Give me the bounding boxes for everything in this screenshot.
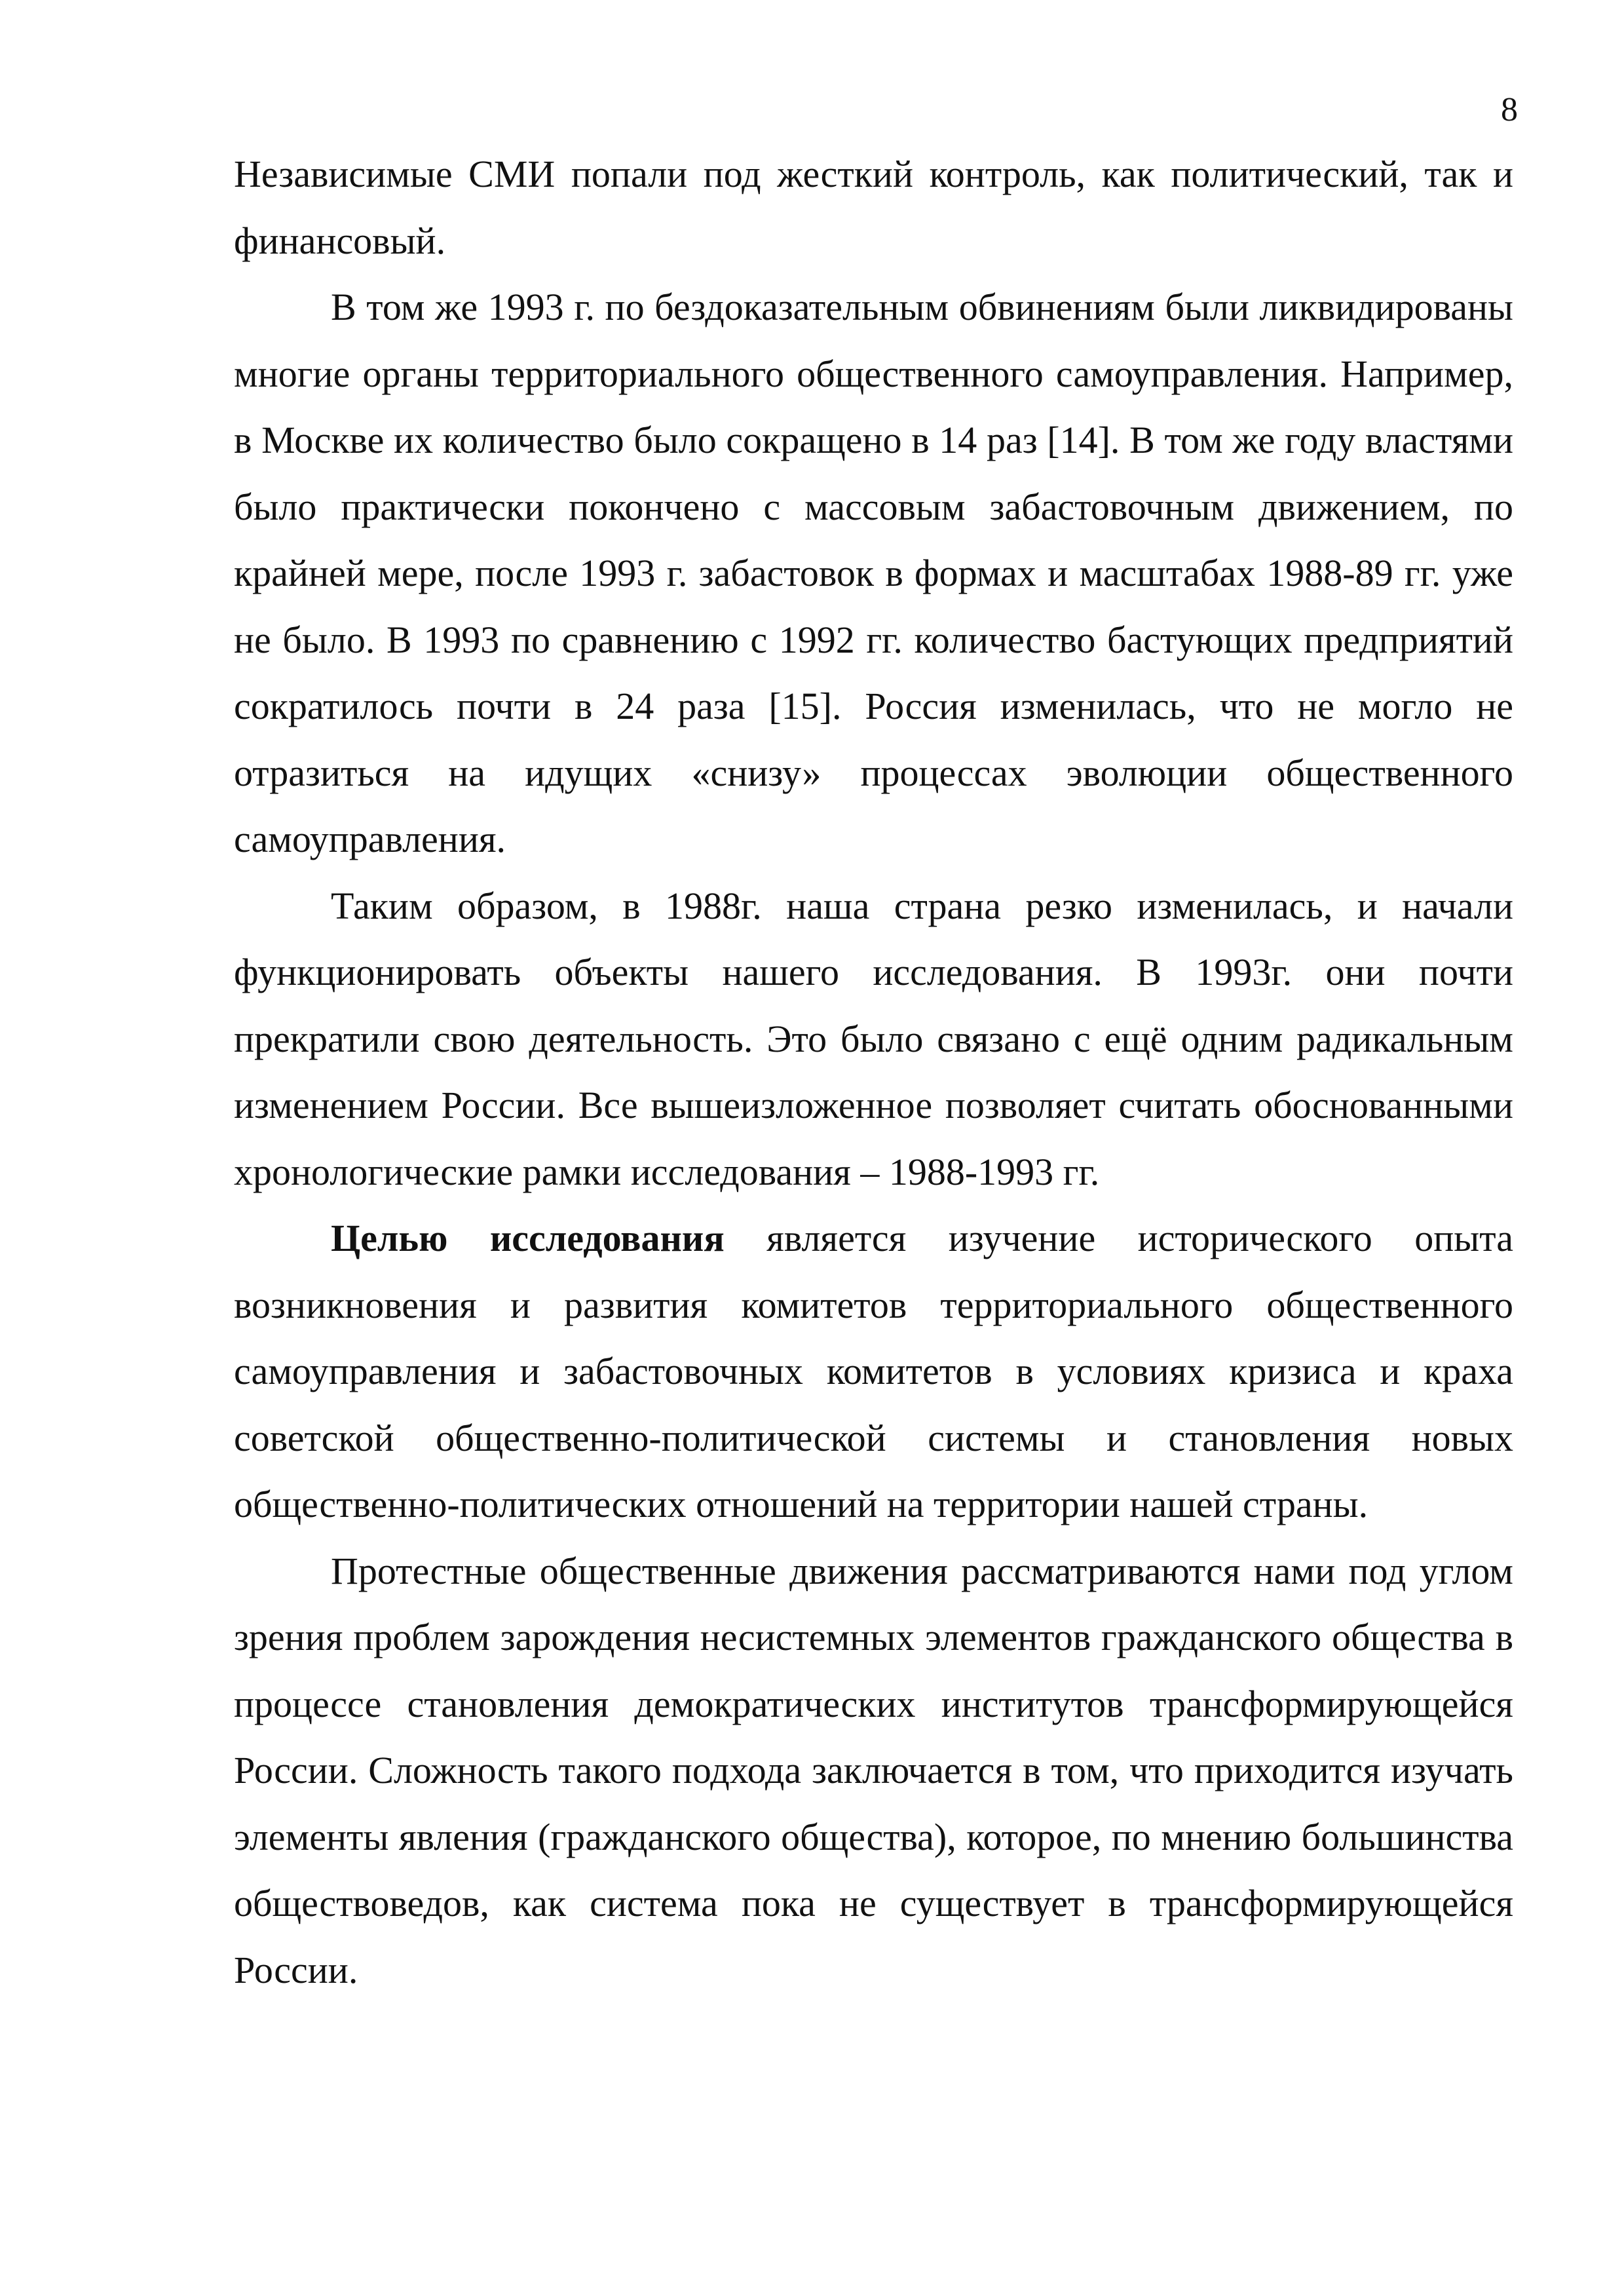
paragraph-3: Таким образом, в 1988г. наша страна резко изменилась, и начали функционировать объекты нашего исследования. В 1993г. они почти прекратили свою деятельность. Это было связано с ещё одним радикальным изменением России. Все вышеизложенное позволяет считать обоснованными хронологические рамки исследования – 1988-1993 гг. — [234, 884, 1513, 1193]
paragraph-5: Протестные общественные движения рассматриваются нами под углом зрения проблем зарождения несистемных элементов гражданского общества в процессе становления демократических институтов трансформирующейся России. Сложность такого подхода заключается в том, что приходится изучать элементы явления (гражданского общества), которое, по мнению большинства обществоведов, как система пока не существует в трансформирующейся России. — [234, 1549, 1513, 1991]
paragraph-1: Независимые СМИ попали под жесткий контроль, как политический, так и финансовый. — [234, 153, 1513, 262]
paragraph-4 — [234, 1205, 1513, 1538]
paragraph-2: В том же 1993 г. по бездоказательным обвинениям были ликвидированы многие органы территориального общественного самоуправления. Например, в Москве их количество было сокращено в 14 раз [14]. В том же году властями было практически покончено с массовым забастовочным движением, по крайней мере, после 1993 г. забастовок в формах и масштабах 1988-89 гг. уже не было. В 1993 по сравнению с 1992 гг. количество бастующих предприятий сократилось почти в 24 раза [15]. Россия изменилась, что не могло не отразиться на идущих «снизу» процессах эволюции общественного самоуправления. — [234, 286, 1513, 860]
research-goal-heading: Целью исследования — [331, 1217, 725, 1259]
page-number: 8 — [1501, 91, 1518, 128]
paragraph-4-text: является изучение исторического опыта возникновения и развития комитетов территориального общественного самоуправления и забастовочных комитетов в условиях кризиса и краха советской общественно-политической системы и становления новых общественно-политических отношений на территории нашей страны. — [234, 1217, 1513, 1525]
document-body — [234, 141, 1513, 2003]
